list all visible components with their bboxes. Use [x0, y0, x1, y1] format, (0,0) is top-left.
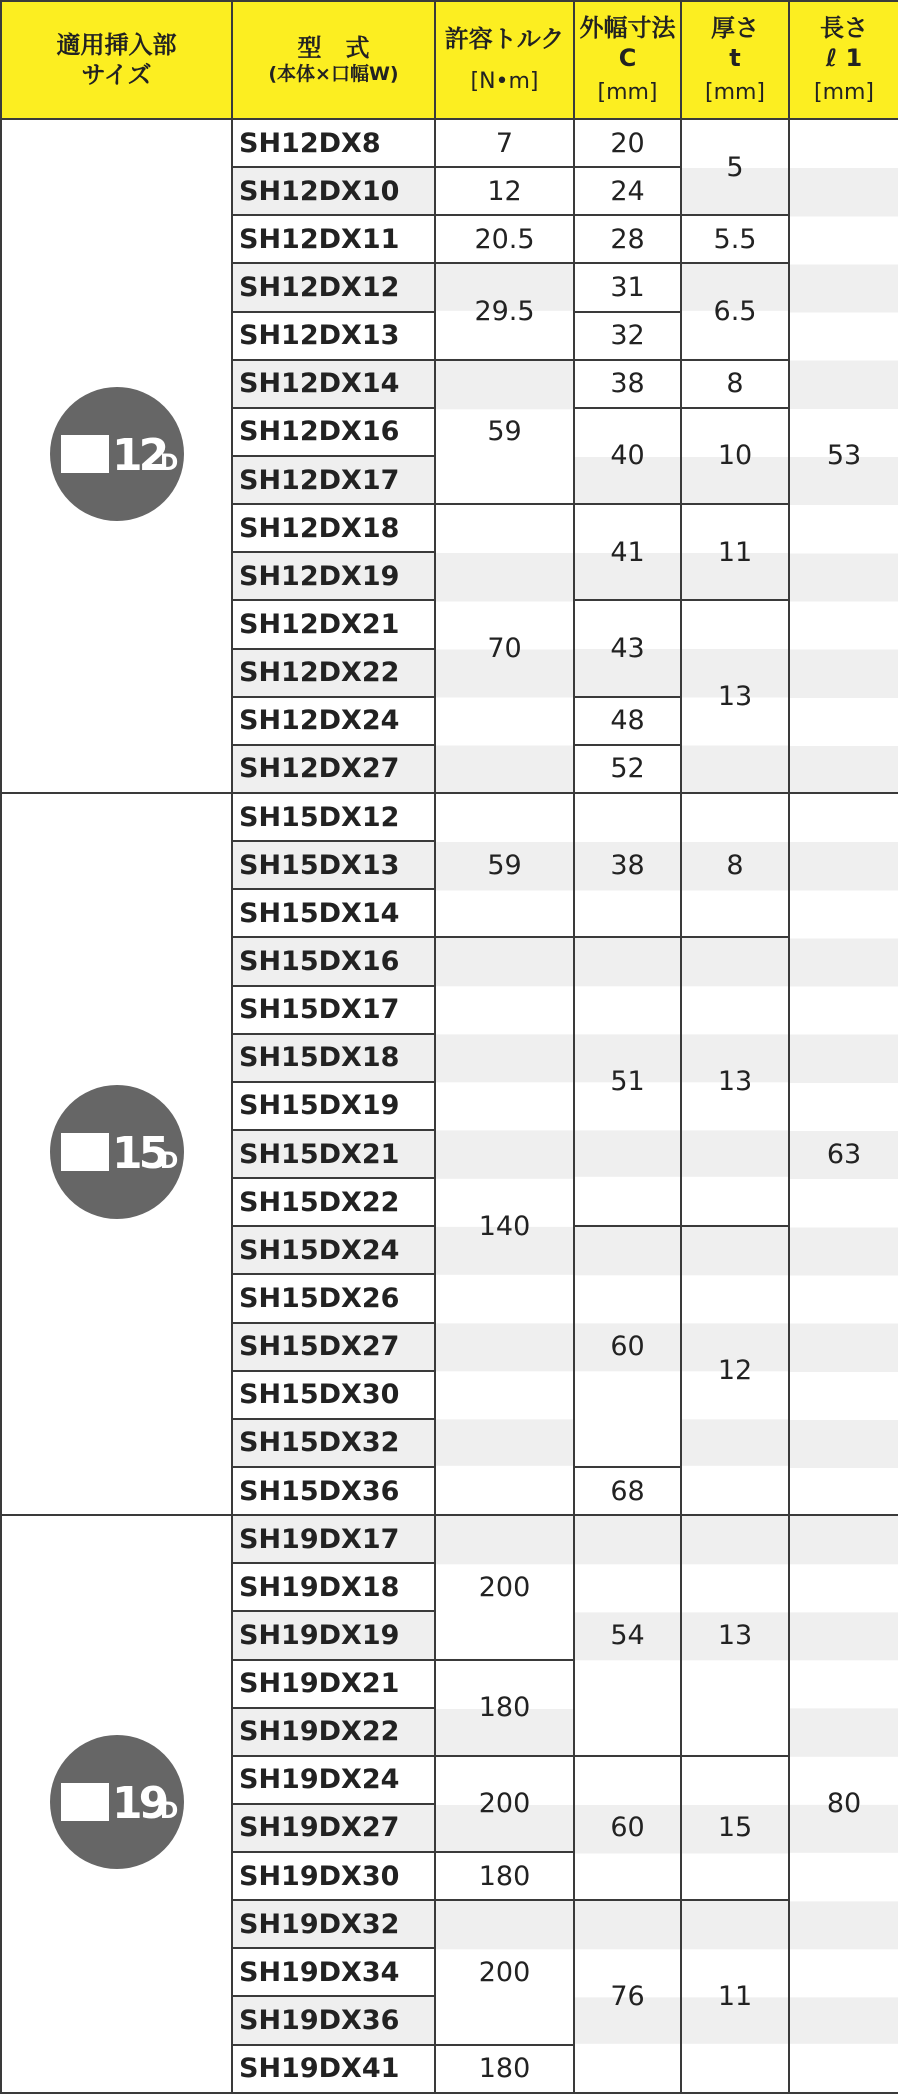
header-length-label: 長さ ℓ 1 [820, 14, 868, 73]
model-cell: SH15DX30 [232, 1371, 435, 1419]
model-cell: SH15DX22 [232, 1178, 435, 1226]
torque-cell: 200 [435, 1756, 574, 1852]
model-cell: SH19DX22 [232, 1708, 435, 1756]
size-badge-number: 19 [111, 1777, 165, 1829]
model-cell: SH15DX12 [232, 793, 435, 841]
model-cell: SH12DX22 [232, 649, 435, 697]
header-model-sub: (本体×口幅W) [268, 63, 399, 86]
thick-cell: 13 [681, 600, 789, 793]
header-size [1, 1, 232, 119]
width-cell: 28 [574, 215, 681, 263]
model-cell: SH12DX21 [232, 600, 435, 648]
model-cell: SH12DX8 [232, 119, 435, 167]
model-cell: SH15DX16 [232, 937, 435, 985]
model-cell: SH19DX27 [232, 1804, 435, 1852]
model-cell: SH19DX41 [232, 2045, 435, 2093]
header-size-label: 適用挿入部 サイズ [56, 31, 177, 89]
size-cell [1, 119, 232, 793]
torque-cell: 59 [435, 793, 574, 937]
width-cell: 38 [574, 793, 681, 937]
table-row [1, 1515, 898, 1563]
torque-cell: 140 [435, 937, 574, 1515]
torque-cell: 200 [435, 1900, 574, 2044]
model-cell: SH12DX13 [232, 312, 435, 360]
width-cell: 60 [574, 1756, 681, 1900]
torque-cell: 7 [435, 119, 574, 167]
size-cell [1, 793, 232, 1515]
torque-cell: 20.5 [435, 215, 574, 263]
model-cell: SH12DX18 [232, 504, 435, 552]
thick-cell: 6.5 [681, 263, 789, 359]
model-cell: SH12DX11 [232, 215, 435, 263]
model-cell: SH15DX21 [232, 1130, 435, 1178]
model-cell: SH15DX32 [232, 1419, 435, 1467]
thick-cell: 5 [681, 119, 789, 215]
model-cell: SH15DX19 [232, 1082, 435, 1130]
model-cell: SH15DX26 [232, 1274, 435, 1322]
header-model [232, 1, 435, 119]
model-cell: SH15DX24 [232, 1226, 435, 1274]
model-cell: SH19DX36 [232, 1996, 435, 2044]
header-length-unit: [mm] [813, 80, 875, 106]
model-cell: SH15DX17 [232, 986, 435, 1034]
size-badge-icon [49, 386, 185, 522]
width-cell: 76 [574, 1900, 681, 2093]
width-cell: 31 [574, 263, 681, 311]
size-badge-number: 12 [111, 429, 165, 481]
model-cell: SH12DX16 [232, 408, 435, 456]
width-cell: 60 [574, 1226, 681, 1467]
torque-cell: 70 [435, 504, 574, 793]
torque-cell: 180 [435, 2045, 574, 2093]
thick-cell: 5.5 [681, 215, 789, 263]
header-thick [681, 1, 789, 119]
width-cell: 68 [574, 1467, 681, 1515]
thick-cell: 13 [681, 937, 789, 1226]
width-cell: 51 [574, 937, 681, 1226]
size-badge-suffix: D [159, 1798, 178, 1824]
header-width-label: 外幅寸法 C [579, 14, 676, 73]
length-cell: 63 [789, 793, 898, 1515]
model-cell: SH19DX30 [232, 1852, 435, 1900]
model-cell: SH12DX17 [232, 456, 435, 504]
width-cell: 32 [574, 312, 681, 360]
torque-cell: 29.5 [435, 263, 574, 359]
size-badge-icon [49, 1084, 185, 1220]
header-width-unit: [mm] [597, 80, 658, 106]
width-cell: 52 [574, 745, 681, 793]
torque-cell: 12 [435, 167, 574, 215]
size-badge-suffix: D [159, 450, 178, 476]
width-cell: 20 [574, 119, 681, 167]
model-cell: SH19DX34 [232, 1948, 435, 1996]
model-cell: SH19DX19 [232, 1611, 435, 1659]
size-cell [1, 1515, 232, 2093]
model-cell: SH19DX17 [232, 1515, 435, 1563]
thick-cell: 12 [681, 1226, 789, 1515]
thick-cell: 11 [681, 1900, 789, 2093]
thick-cell: 10 [681, 408, 789, 504]
width-cell: 48 [574, 697, 681, 745]
width-cell: 54 [574, 1515, 681, 1756]
width-cell: 41 [574, 504, 681, 600]
model-cell: SH15DX36 [232, 1467, 435, 1515]
model-cell: SH19DX21 [232, 1660, 435, 1708]
length-cell: 80 [789, 1515, 898, 2093]
header-width [574, 1, 681, 119]
model-cell: SH12DX14 [232, 360, 435, 408]
torque-cell: 200 [435, 1515, 574, 1659]
size-badge-number: 15 [111, 1128, 165, 1180]
model-cell: SH15DX27 [232, 1323, 435, 1371]
header-length [789, 1, 898, 119]
torque-cell: 180 [435, 1660, 574, 1756]
width-cell: 24 [574, 167, 681, 215]
width-cell: 43 [574, 600, 681, 696]
model-cell: SH15DX14 [232, 889, 435, 937]
header-row [1, 1, 898, 119]
header-thick-label: 厚さ t [711, 14, 759, 73]
thick-cell: 15 [681, 1756, 789, 1900]
width-cell: 40 [574, 408, 681, 504]
length-cell: 53 [789, 119, 898, 793]
size-badge-suffix: D [159, 1149, 178, 1175]
header-torque [435, 1, 574, 119]
width-cell: 38 [574, 360, 681, 408]
model-cell: SH12DX12 [232, 263, 435, 311]
model-cell: SH19DX18 [232, 1563, 435, 1611]
header-thick-unit: [mm] [704, 80, 766, 106]
header-model-label: 型 式 [297, 34, 370, 63]
size-badge-icon [49, 1734, 185, 1870]
thick-cell: 8 [681, 793, 789, 937]
thick-cell: 8 [681, 360, 789, 408]
thick-cell: 13 [681, 1515, 789, 1756]
model-cell: SH15DX13 [232, 841, 435, 889]
table-row [1, 119, 898, 167]
thick-cell: 11 [681, 504, 789, 600]
model-cell: SH12DX24 [232, 697, 435, 745]
table-body [1, 119, 898, 2093]
header-torque-unit: [N•m] [470, 69, 539, 95]
model-cell: SH12DX27 [232, 745, 435, 793]
table-row [1, 793, 898, 841]
model-cell: SH12DX19 [232, 552, 435, 600]
torque-cell: 180 [435, 1852, 574, 1900]
torque-cell: 59 [435, 360, 574, 504]
model-cell: SH15DX18 [232, 1034, 435, 1082]
header-torque-label: 許容トルク [444, 25, 565, 54]
model-cell: SH12DX10 [232, 167, 435, 215]
model-cell: SH19DX32 [232, 1900, 435, 1948]
model-cell: SH19DX24 [232, 1756, 435, 1804]
